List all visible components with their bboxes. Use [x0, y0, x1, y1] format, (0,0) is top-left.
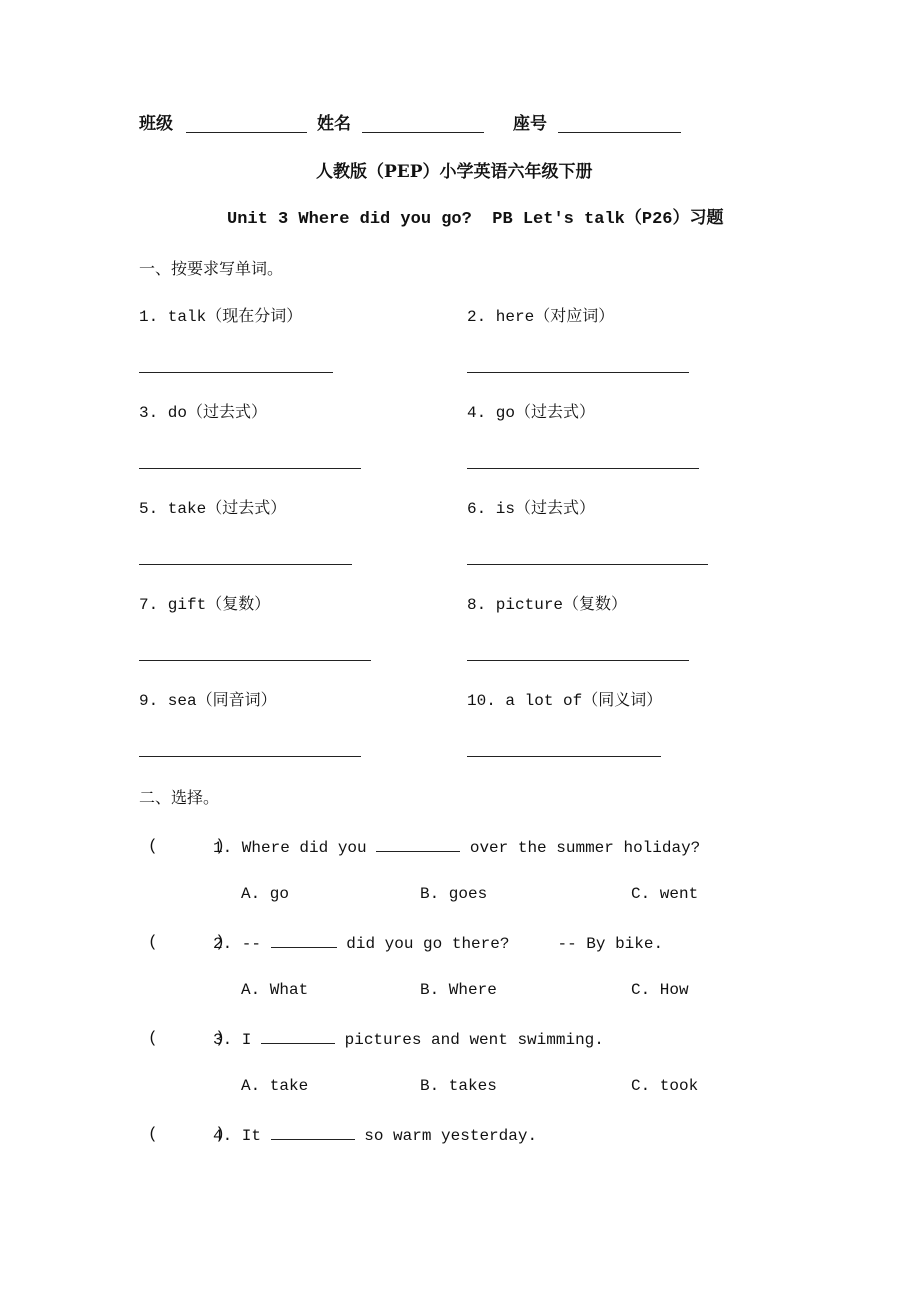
word-item-7: 7. gift（复数）: [139, 596, 271, 614]
class-input-line[interactable]: [186, 132, 307, 133]
question-3: [213, 1027, 604, 1051]
option-1b[interactable]: B. goes: [420, 885, 488, 903]
question-1: [213, 835, 700, 859]
question-paren-3[interactable]: ( ): [148, 1029, 225, 1047]
page-title: 人教版（PEP）小学英语六年级下册: [316, 162, 593, 182]
word-item-4: 4. go（过去式）: [467, 404, 596, 422]
answer-line-1[interactable]: [139, 372, 333, 373]
question-2-blank[interactable]: [271, 931, 337, 948]
question-3-post: pictures and went swimming.: [344, 1031, 604, 1049]
question-4-blank[interactable]: [271, 1123, 355, 1140]
question-paren-4[interactable]: ( ): [148, 1125, 225, 1143]
answer-line-5[interactable]: [139, 564, 352, 565]
seat-input-line[interactable]: [558, 132, 681, 133]
name-input-line[interactable]: [362, 132, 484, 133]
option-2b[interactable]: B. Where: [420, 981, 497, 999]
question-4-post: so warm yesterday.: [364, 1127, 538, 1145]
question-2: [213, 931, 663, 955]
word-item-2: 2. here（对应词）: [467, 308, 615, 326]
option-1a[interactable]: A. go: [241, 885, 290, 903]
answer-line-9[interactable]: [139, 756, 361, 757]
answer-line-8[interactable]: [467, 660, 689, 661]
word-item-10: 10. a lot of（同义词）: [467, 692, 663, 710]
question-3-blank[interactable]: [261, 1027, 335, 1044]
question-1-post: over the summer holiday?: [469, 839, 701, 857]
word-item-1: 1. talk（现在分词）: [139, 308, 303, 326]
word-item-9: 9. sea（同音词）: [139, 692, 277, 710]
question-4: [213, 1123, 537, 1147]
question-1-pre: 1. Where did you: [213, 839, 367, 857]
option-2a[interactable]: A. What: [241, 981, 309, 999]
question-2-pre: 2. --: [213, 935, 262, 953]
question-4-pre: 4. It: [213, 1127, 262, 1145]
option-3b[interactable]: B. takes: [420, 1077, 497, 1095]
seat-label: 座号: [513, 114, 547, 134]
answer-line-7[interactable]: [139, 660, 371, 661]
section1-heading: 一、按要求写单词。: [139, 259, 284, 278]
word-item-8: 8. picture（复数）: [467, 596, 628, 614]
answer-line-3[interactable]: [139, 468, 361, 469]
answer-line-4[interactable]: [467, 468, 699, 469]
question-2-post: did you go there? -- By bike.: [346, 935, 664, 953]
option-2c[interactable]: C. How: [631, 981, 689, 999]
page-subtitle: Unit 3 Where did you go? PB Let's talk（P26）习题: [227, 210, 724, 229]
option-3c[interactable]: C. took: [631, 1077, 699, 1095]
option-3a[interactable]: A. take: [241, 1077, 309, 1095]
word-item-3: 3. do（过去式）: [139, 404, 268, 422]
section2-heading: 二、选择。: [139, 788, 220, 807]
name-label: 姓名: [317, 114, 351, 134]
question-3-pre: 3. I: [213, 1031, 252, 1049]
answer-line-6[interactable]: [467, 564, 708, 565]
class-label: 班级: [139, 114, 173, 134]
question-paren-1[interactable]: ( ): [148, 837, 225, 855]
word-item-5: 5. take（过去式）: [139, 500, 287, 518]
option-1c[interactable]: C. went: [631, 885, 699, 903]
answer-line-10[interactable]: [467, 756, 661, 757]
answer-line-2[interactable]: [467, 372, 689, 373]
word-item-6: 6. is（过去式）: [467, 500, 596, 518]
question-paren-2[interactable]: ( ): [148, 933, 225, 951]
question-1-blank[interactable]: [376, 835, 460, 852]
